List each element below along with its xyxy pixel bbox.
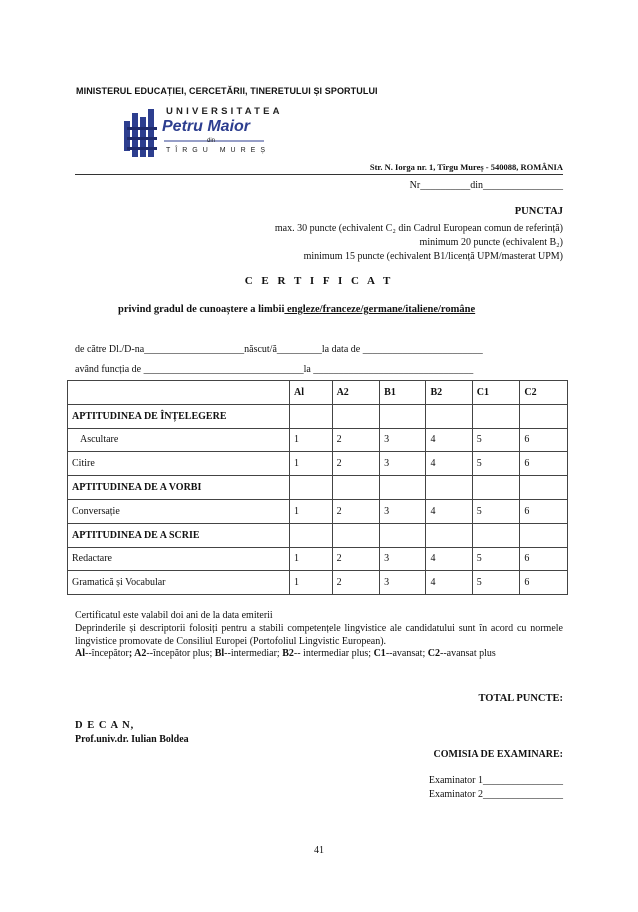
skills-note: Deprinderile și descriptorii folosiți pentru a stabili competențele lingvistice ale candidatului sunt în acord cu normele lingvistice promovate de Consiliul Europei (Portofoliul Lingvistic European). bbox=[75, 623, 563, 647]
certificate-title: C E R T I F I C A T bbox=[244, 275, 394, 287]
examiner-1-line: Examinator 1________________ bbox=[428, 775, 563, 786]
level-cell: 1 bbox=[290, 499, 333, 523]
level-cell: 3 bbox=[380, 547, 426, 571]
level-header: B2 bbox=[426, 381, 472, 405]
skill-row bbox=[68, 428, 568, 452]
legend-text: --avansat bbox=[385, 648, 423, 659]
dean-name: Prof.univ.dr. Iulian Boldea bbox=[75, 734, 189, 745]
level-cell: 5 bbox=[472, 452, 520, 476]
level-cell: 1 bbox=[290, 547, 333, 571]
level-header: A2 bbox=[332, 381, 380, 405]
skill-row bbox=[68, 547, 568, 571]
university-name-line3: din bbox=[207, 138, 216, 144]
header-divider bbox=[75, 174, 563, 175]
level-cell: 4 bbox=[426, 452, 472, 476]
level-cell: 1 bbox=[290, 428, 333, 452]
section-row bbox=[68, 404, 568, 428]
level-header: Al bbox=[290, 381, 333, 405]
level-cell: 2 bbox=[332, 452, 380, 476]
examiner-2-line: Examinator 2________________ bbox=[428, 789, 563, 800]
certificate-subtitle bbox=[118, 304, 475, 315]
validity-note: Certificatul este valabil doi ani de la data emiterii bbox=[75, 610, 273, 621]
score-line-min20: minimum 20 puncte (echivalent B₂) bbox=[419, 237, 563, 248]
score-line-min15: minimum 15 puncte (echivalent B1/licență UPM/masterat UPM) bbox=[303, 251, 563, 262]
level-cell: 4 bbox=[426, 571, 472, 595]
commission-title: COMISIA DE EXAMINARE: bbox=[433, 749, 563, 760]
university-name-line1: UNIVERSITATEA bbox=[166, 106, 283, 117]
candidate-line: de către Dl./D-na____________________născut/ă_________la data de ________________________ bbox=[75, 344, 483, 355]
section-row bbox=[68, 523, 568, 547]
section-row bbox=[68, 476, 568, 500]
skill-label: Gramatică și Vocabular bbox=[68, 571, 290, 595]
level-cell: 5 bbox=[472, 571, 520, 595]
level-cell: 5 bbox=[472, 499, 520, 523]
legend-code: B2 bbox=[282, 648, 294, 659]
legend-code: Al bbox=[75, 648, 85, 659]
level-cell: 6 bbox=[520, 499, 568, 523]
skill-row bbox=[68, 452, 568, 476]
level-cell: 4 bbox=[426, 428, 472, 452]
level-cell: 4 bbox=[426, 499, 472, 523]
university-address: Str. N. Iorga nr. 1, Tîrgu Mureș - 540088, ROMÂNIA bbox=[369, 162, 563, 172]
level-cell: 6 bbox=[520, 547, 568, 571]
skill-label: Ascultare bbox=[68, 428, 290, 452]
skill-label: Conversație bbox=[68, 499, 290, 523]
level-cell: 2 bbox=[332, 428, 380, 452]
legend-text: --avansat plus bbox=[439, 648, 496, 659]
registration-number-line: Nr__________din________________ bbox=[409, 180, 563, 191]
grid-corner bbox=[68, 381, 290, 405]
level-header: C2 bbox=[520, 381, 568, 405]
legend-text: --începător plus bbox=[146, 648, 210, 659]
level-cell: 3 bbox=[380, 499, 426, 523]
level-cell: 5 bbox=[472, 547, 520, 571]
skill-row bbox=[68, 571, 568, 595]
university-city: TÎRGU MUREȘ bbox=[166, 147, 270, 154]
total-points: TOTAL PUNCTE: bbox=[478, 693, 563, 704]
legend-text: -- intermediar plus bbox=[293, 648, 369, 659]
level-cell: 2 bbox=[332, 499, 380, 523]
section-title: APTITUDINEA DE ÎNȚELEGERE bbox=[68, 404, 290, 428]
section-title: APTITUDINEA DE A SCRIE bbox=[68, 523, 290, 547]
university-name-line2: Petru Maior bbox=[162, 118, 251, 135]
legend-code: A2 bbox=[134, 648, 147, 659]
ministry-name: MINISTERUL EDUCAȚIEI, CERCETĂRII, TINERETULUI ȘI SPORTULUI bbox=[76, 86, 378, 96]
skill-row bbox=[68, 499, 568, 523]
level-cell: 6 bbox=[520, 428, 568, 452]
page-number: 41 bbox=[314, 845, 324, 856]
legend-code: Bl bbox=[214, 648, 225, 659]
level-header: B1 bbox=[380, 381, 426, 405]
level-cell: 3 bbox=[380, 428, 426, 452]
legend-code: C1 bbox=[373, 648, 386, 659]
level-header: C1 bbox=[472, 381, 520, 405]
subtitle-prefix: privind gradul de cunoaștere a limbii bbox=[118, 304, 285, 315]
competence-grid bbox=[67, 380, 568, 595]
score-line-max: max. 30 puncte (echivalent C₂ din Cadrul European comun de referință) bbox=[274, 223, 563, 234]
level-cell: 1 bbox=[290, 452, 333, 476]
legend-text: --începător bbox=[85, 648, 129, 659]
subtitle-languages: engleze/franceze/germane/italiene/române bbox=[284, 304, 476, 315]
score-title: PUNCTAJ bbox=[514, 206, 563, 217]
level-cell: 4 bbox=[426, 547, 472, 571]
skill-label: Redactare bbox=[68, 547, 290, 571]
grid-header-row bbox=[68, 381, 568, 405]
legend-text: --intermediar bbox=[224, 648, 277, 659]
section-title: APTITUDINEA DE A VORBI bbox=[68, 476, 290, 500]
position-line: având funcția de ________________________________la ________________________________ bbox=[75, 364, 474, 375]
level-cell: 2 bbox=[332, 547, 380, 571]
dean-title: D E C A N, bbox=[75, 720, 135, 731]
legend-code: C2 bbox=[427, 648, 440, 659]
level-cell: 3 bbox=[380, 571, 426, 595]
skill-label: Citire bbox=[68, 452, 290, 476]
level-cell: 6 bbox=[520, 571, 568, 595]
level-cell: 3 bbox=[380, 452, 426, 476]
level-cell: 5 bbox=[472, 428, 520, 452]
level-cell: 2 bbox=[332, 571, 380, 595]
level-legend: Al--începător; A2--începător plus; Bl--intermediar; B2-- intermediar plus; C1--avansat; C2--avansat plus bbox=[75, 648, 496, 659]
level-cell: 1 bbox=[290, 571, 333, 595]
level-cell: 6 bbox=[520, 452, 568, 476]
